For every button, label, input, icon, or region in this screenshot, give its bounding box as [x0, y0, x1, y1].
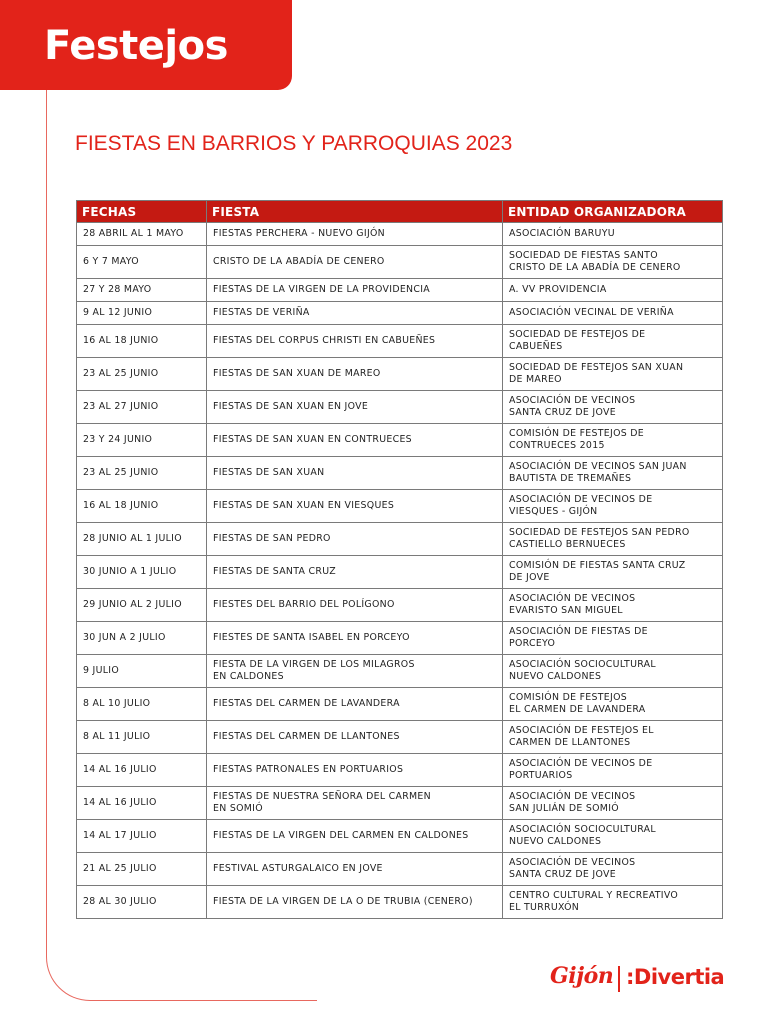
cell-entidad: SOCIEDAD DE FESTEJOS DE CABUEÑES [503, 325, 723, 358]
cell-fiesta: FIESTAS DE SAN XUAN DE MAREO [207, 358, 503, 391]
divertia-logo: :Divertia [626, 965, 725, 989]
gijon-logo: Gijón [550, 963, 614, 989]
cell-fiesta: FIESTAS DE SANTA CRUZ [207, 556, 503, 589]
cell-fechas: 28 ABRIL AL 1 MAYO [77, 223, 207, 246]
cell-fiesta: FIESTAS DE LA VIRGEN DE LA PROVIDENCIA [207, 279, 503, 302]
logo-divider [618, 966, 620, 992]
cell-fechas: 28 JUNIO AL 1 JULIO [77, 523, 207, 556]
table-row [77, 358, 723, 391]
page-title: FIESTAS EN BARRIOS Y PARROQUIAS 2023 [75, 132, 513, 155]
table-row [77, 325, 723, 358]
cell-entidad: ASOCIACIÓN DE VECINOS DE PORTUARIOS [503, 754, 723, 787]
cell-fechas: 6 Y 7 MAYO [77, 246, 207, 279]
cell-fiesta: FIESTA DE LA VIRGEN DE LA O DE TRUBIA (CENERO) [207, 886, 503, 919]
table-row [77, 787, 723, 820]
cell-entidad: ASOCIACIÓN SOCIOCULTURAL NUEVO CALDONES [503, 655, 723, 688]
cell-fiesta: FIESTAS DE SAN PEDRO [207, 523, 503, 556]
cell-fechas: 23 AL 25 JUNIO [77, 358, 207, 391]
table-header-row [77, 201, 723, 223]
cell-fechas: 8 AL 10 JULIO [77, 688, 207, 721]
column-header-fiesta: FIESTA [207, 201, 503, 223]
cell-fiesta: FIESTA DE LA VIRGEN DE LOS MILAGROS EN CALDONES [207, 655, 503, 688]
cell-fechas: 27 Y 28 MAYO [77, 279, 207, 302]
cell-entidad: ASOCIACIÓN DE VECINOS SANTA CRUZ DE JOVE [503, 853, 723, 886]
cell-entidad: SOCIEDAD DE FIESTAS SANTO CRISTO DE LA ABADÍA DE CENERO [503, 246, 723, 279]
header-band [0, 0, 292, 90]
cell-fechas: 29 JUNIO AL 2 JULIO [77, 589, 207, 622]
cell-entidad: A. VV PROVIDENCIA [503, 279, 723, 302]
cell-fechas: 14 AL 16 JULIO [77, 754, 207, 787]
cell-fechas: 16 AL 18 JUNIO [77, 490, 207, 523]
table-row [77, 246, 723, 279]
cell-fechas: 23 Y 24 JUNIO [77, 424, 207, 457]
column-header-fechas: FECHAS [77, 201, 207, 223]
cell-fiesta: FIESTAS DE SAN XUAN EN VIESQUES [207, 490, 503, 523]
table-row [77, 302, 723, 325]
cell-fechas: 21 AL 25 JULIO [77, 853, 207, 886]
cell-fechas: 14 AL 17 JULIO [77, 820, 207, 853]
table-row [77, 223, 723, 246]
cell-fiesta: FIESTAS DE NUESTRA SEÑORA DEL CARMEN EN SOMIÓ [207, 787, 503, 820]
cell-fiesta: FIESTAS DEL CARMEN DE LLANTONES [207, 721, 503, 754]
table-row [77, 589, 723, 622]
table-row [77, 556, 723, 589]
table-row [77, 688, 723, 721]
table-row [77, 754, 723, 787]
table-row [77, 457, 723, 490]
cell-fiesta: FIESTAS DEL CARMEN DE LAVANDERA [207, 688, 503, 721]
table-row [77, 424, 723, 457]
cell-fiesta: FESTIVAL ASTURGALAICO EN JOVE [207, 853, 503, 886]
cell-fechas: 30 JUN A 2 JULIO [77, 622, 207, 655]
cell-fechas: 30 JUNIO A 1 JULIO [77, 556, 207, 589]
cell-entidad: ASOCIACIÓN SOCIOCULTURAL NUEVO CALDONES [503, 820, 723, 853]
cell-fiesta: FIESTAS DE SAN XUAN EN JOVE [207, 391, 503, 424]
cell-entidad: SOCIEDAD DE FESTEJOS SAN XUAN DE MAREO [503, 358, 723, 391]
cell-entidad: ASOCIACIÓN DE VECINOS DE VIESQUES - GIJÓN [503, 490, 723, 523]
cell-fiesta: FIESTAS PERCHERA - NUEVO GIJÓN [207, 223, 503, 246]
cell-entidad: ASOCIACIÓN DE VECINOS SAN JUAN BAUTISTA DE TREMAÑES [503, 457, 723, 490]
section-title: Festejos [44, 23, 228, 69]
cell-fechas: 16 AL 18 JUNIO [77, 325, 207, 358]
cell-fiesta: CRISTO DE LA ABADÍA DE CENERO [207, 246, 503, 279]
cell-entidad: COMISIÓN DE FIESTAS SANTA CRUZ DE JOVE [503, 556, 723, 589]
cell-fiesta: FIESTAS DE LA VIRGEN DEL CARMEN EN CALDONES [207, 820, 503, 853]
cell-entidad: ASOCIACIÓN VECINAL DE VERIÑA [503, 302, 723, 325]
cell-fiesta: FIESTES DEL BARRIO DEL POLÍGONO [207, 589, 503, 622]
cell-fiesta: FIESTAS DE VERIÑA [207, 302, 503, 325]
cell-entidad: ASOCIACIÓN DE VECINOS SANTA CRUZ DE JOVE [503, 391, 723, 424]
table-row [77, 853, 723, 886]
cell-fechas: 8 AL 11 JULIO [77, 721, 207, 754]
table-body [77, 223, 723, 919]
column-header-entidad: ENTIDAD ORGANIZADORA [503, 201, 723, 223]
table-row [77, 523, 723, 556]
cell-fechas: 28 AL 30 JULIO [77, 886, 207, 919]
table-row [77, 490, 723, 523]
cell-fechas: 9 JULIO [77, 655, 207, 688]
cell-fechas: 9 AL 12 JUNIO [77, 302, 207, 325]
cell-entidad: CENTRO CULTURAL Y RECREATIVO EL TURRUXÓN [503, 886, 723, 919]
cell-fechas: 23 AL 27 JUNIO [77, 391, 207, 424]
fiestas-table [76, 200, 723, 919]
table-row [77, 279, 723, 302]
cell-entidad: ASOCIACIÓN DE VECINOS SAN JULIÁN DE SOMIÓ [503, 787, 723, 820]
table-row [77, 391, 723, 424]
cell-entidad: ASOCIACIÓN DE VECINOS EVARISTO SAN MIGUEL [503, 589, 723, 622]
cell-fechas: 14 AL 16 JULIO [77, 787, 207, 820]
table-row [77, 622, 723, 655]
table-row [77, 886, 723, 919]
cell-fechas: 23 AL 25 JUNIO [77, 457, 207, 490]
cell-fiesta: FIESTAS DE SAN XUAN EN CONTRUECES [207, 424, 503, 457]
cell-fiesta: FIESTES DE SANTA ISABEL EN PORCEYO [207, 622, 503, 655]
table-row [77, 721, 723, 754]
cell-entidad: COMISIÓN DE FESTEJOS DE CONTRUECES 2015 [503, 424, 723, 457]
cell-fiesta: FIESTAS DE SAN XUAN [207, 457, 503, 490]
cell-fiesta: FIESTAS DEL CORPUS CHRISTI EN CABUEÑES [207, 325, 503, 358]
table-row [77, 820, 723, 853]
cell-entidad: COMISIÓN DE FESTEJOS EL CARMEN DE LAVANDERA [503, 688, 723, 721]
cell-entidad: SOCIEDAD DE FESTEJOS SAN PEDRO CASTIELLO BERNUECES [503, 523, 723, 556]
cell-fiesta: FIESTAS PATRONALES EN PORTUARIOS [207, 754, 503, 787]
cell-entidad: ASOCIACIÓN DE FIESTAS DE PORCEYO [503, 622, 723, 655]
cell-entidad: ASOCIACIÓN BARUYU [503, 223, 723, 246]
table-row [77, 655, 723, 688]
cell-entidad: ASOCIACIÓN DE FESTEJOS EL CARMEN DE LLANTONES [503, 721, 723, 754]
